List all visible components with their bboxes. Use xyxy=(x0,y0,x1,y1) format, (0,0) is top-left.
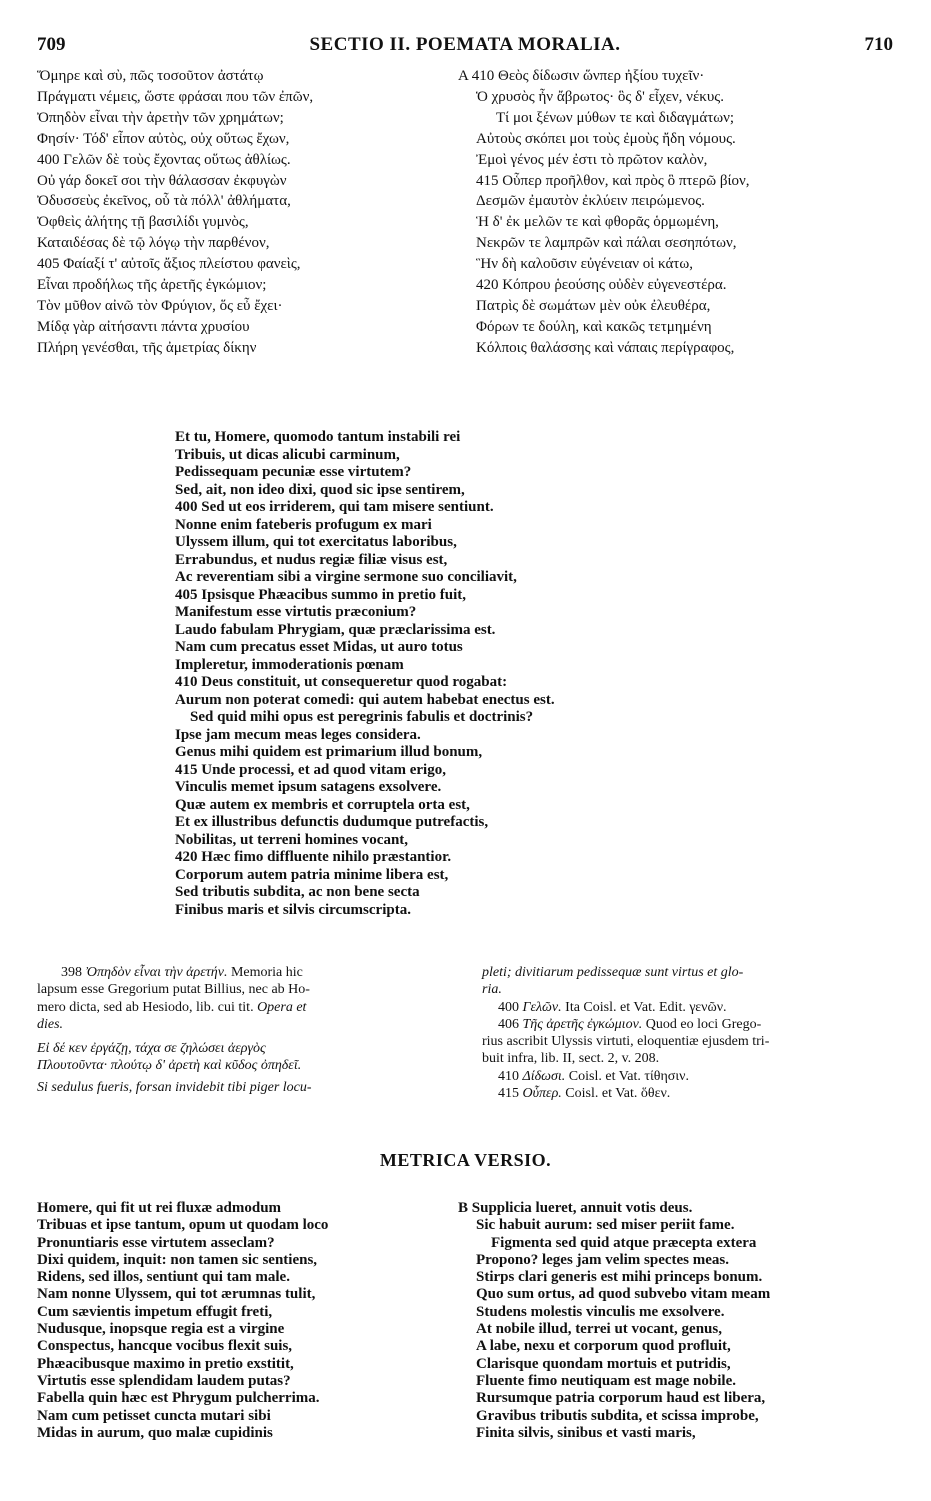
greek-line: Ὁ χρυσὸς ἦν ἄβρωτος· ὃς δ' εἶχεν, νέκυς. xyxy=(476,88,724,105)
greek-line: Αὐτοὺς σκόπει μοι τοὺς ἐμοὺς ἤδη νόμους. xyxy=(476,130,736,147)
greek-line: 400 Γελῶν δὲ τοὺς ἔχοντας οὕτως ἀθλίως. xyxy=(37,151,291,168)
greek-line: Φόρων τε δούλη, καὶ κακῶς τετμημένη xyxy=(476,318,712,335)
footnote-number: 415 xyxy=(498,1086,519,1102)
verse-line: Tribuas et ipse tantum, opum ut quodam loco xyxy=(37,1217,329,1234)
verse-line: Cum sævientis impetum effugit freti, xyxy=(37,1303,273,1320)
verse-line: Stirps clari generis est mihi princeps bonum. xyxy=(476,1269,763,1286)
right-page-number: 710 xyxy=(864,34,893,55)
footnote-line: rius ascribit Ulyssis virtuti, eloquentiæ ejusdem tri- xyxy=(482,1034,770,1050)
verse-line: Dixi quidem, inquit: non tamen sic sentiens, xyxy=(37,1251,318,1268)
verse-line: Midas in aurum, quo malæ cupidinis xyxy=(37,1424,273,1441)
verse-line: Pronuntiaris esse virtutem asseclam? xyxy=(37,1234,275,1251)
work-title: Opera et xyxy=(257,999,307,1015)
greek-line: Πλήρη γενέσθαι, τῆς ἀμετρίας δίκην xyxy=(37,339,257,356)
latin-line: Quæ autem ex membris et corruptela orta est, xyxy=(175,796,470,813)
footnote-lemma: Ὀπηδὸν εἶναι τὴν ἀρετήν. xyxy=(85,965,228,980)
verse-line: Rursumque patria corporum haud est libera, xyxy=(476,1390,766,1407)
verse-line: Quo sum ortus, ad quod subvebo vitam meam xyxy=(476,1286,771,1303)
verse-line: Conspectus, hancque vocibus flexit suis, xyxy=(37,1338,293,1355)
verse-line: Virtutis esse splendidam laudem putas? xyxy=(37,1372,291,1389)
greek-line: A 410 Θεὸς δίδωσιν ὥνπερ ἠξίου τυχεῖν· xyxy=(458,68,705,84)
latin-line: Ac reverentiam sibi a virgine sermone suo conciliavit, xyxy=(175,569,517,585)
greek-line: Ὀπηδὸν εἶναι τὴν ἀρετὴν τῶν χρημάτων; xyxy=(37,109,284,126)
greek-quote-line: Εἰ δέ κεν ἐργάζῃ, τάχα σε ζηλώσει ἀεργὸς xyxy=(37,1041,266,1057)
verse-line: Nudusque, inopsque regia est a virgine xyxy=(37,1321,285,1338)
latin-line: 420 Hæc fimo diffluente nihilo præstantior. xyxy=(175,849,452,865)
latin-line: 415 Unde processi, et ad quod vitam erigo, xyxy=(175,761,446,778)
verse-line: Nam cum petisset cuncta mutari sibi xyxy=(37,1407,271,1424)
latin-line: Genus mihi quidem est primarium illud bonum, xyxy=(175,744,483,760)
greek-line: Φησίν· Τόδ' εἶπον αὐτὸς, οὐχ οὕτως ἔχων, xyxy=(37,130,290,147)
greek-line: Οὐ γάρ δοκεῖ σοι τὴν θάλασσαν ἐκφυγὼν xyxy=(37,172,287,189)
footnote-text: Memoria hic xyxy=(230,965,303,980)
footnote-line: buit infra, lib. II, sect. 2, v. 208. xyxy=(482,1051,660,1067)
section-title: METRICA VERSIO. xyxy=(379,1150,552,1170)
latin-translation xyxy=(175,429,695,919)
greek-text-right xyxy=(458,66,898,359)
greek-line: 420 Κόπρου ῥεούσης οὐδὲν εὐγενεστέρα. xyxy=(476,277,727,294)
verse-line: Ridens, sed illos, sentiunt qui tam male. xyxy=(37,1269,290,1286)
latin-line: Vinculis memet ipsum satagens exsolvere. xyxy=(175,779,442,795)
latin-line: Ipse jam mecum meas leges considera. xyxy=(175,726,421,743)
verse-line: B Supplicia lueret, annuit votis deus. xyxy=(458,1200,693,1216)
latin-quote-line: Si sedulus fueris, forsan invidebit tibi piger locu- xyxy=(37,1079,312,1095)
verse-line: Fluente fimo neutiquam est mage nobile. xyxy=(476,1372,736,1389)
footnote-number: 398 xyxy=(61,965,82,980)
footnote-lemma: Γελῶν. xyxy=(522,999,562,1015)
greek-line: 405 Φαίαξί τ' αὐτοῖς ἄξιος πλείστου φανεὶς, xyxy=(37,256,301,273)
footnote-line: lapsum esse Gregorium putat Billius, nec ab Ho- xyxy=(37,982,310,998)
page-header xyxy=(37,34,893,58)
greek-line: Ὅμηρε καὶ σὺ, πῶς τοσοῦτον ἀστάτῳ xyxy=(37,68,264,84)
footnote-lemma: Οὗπερ. xyxy=(522,1086,562,1102)
verse-line: Finita silvis, sinibus et vasti maris, xyxy=(476,1424,696,1441)
latin-line: 410 Deus constituit, ut consequeretur quod rogabat: xyxy=(175,674,508,690)
latin-line: Corporum autem patria minime libera est, xyxy=(175,866,449,883)
greek-line: Τὸν μῦθον αἰνῶ τὸν Φρύγιον, ὅς εὖ ἔχει· xyxy=(37,297,283,314)
greek-line: 415 Οὗπερ προῆλθον, καὶ πρὸς ὃ πτερῶ βίον, xyxy=(476,172,750,189)
greek-line: Εἶναι προδήλως τῆς ἀρετῆς ἐγκώμιον; xyxy=(37,277,267,294)
footnote-line xyxy=(37,999,457,1016)
greek-line: Μίδᾳ γὰρ αἰτήσαντι πάντα χρυσίου xyxy=(37,318,250,335)
greek-line: Ἡ δ' ἐκ μελῶν τε καὶ φθορᾶς ὁρμωμένη, xyxy=(476,214,719,231)
latin-line: Sed, ait, non ideo dixi, quod sic ipse sentirem, xyxy=(175,481,465,498)
verse-line: Sic habuit aurum: sed miser periit fame. xyxy=(476,1217,735,1234)
latin-line: 405 Ipsisque Phæacibus summo in pretio fuit, xyxy=(175,586,467,603)
greek-line: Πατρὶς δὲ σωμάτων μὲν οὐκ ἐλευθέρα, xyxy=(476,297,711,314)
greek-text-left xyxy=(37,66,457,359)
verse-line: Fabella quin hæc est Phrygum pulcherrima. xyxy=(37,1390,320,1407)
greek-line: Κόλποις θαλάσσης καὶ νάπαις περίγραφος, xyxy=(476,339,735,356)
greek-line: Καταιδέσας δὲ τῷ λόγῳ τὴν παρθένον, xyxy=(37,235,270,252)
greek-line: Δεσμῶν ἐμαυτὸν ἐκλύειν πειρώμενος. xyxy=(476,193,705,210)
verse-line: Nam nonne Ulyssem, qui tot ærumnas tulit, xyxy=(37,1286,316,1303)
footnotes-left xyxy=(37,964,457,1096)
verse-line: Studens molestis vinculis me exsolvere. xyxy=(476,1303,725,1320)
latin-line: Ulyssem illum, qui tot exercitatus laboribus, xyxy=(175,534,457,550)
footnote-line xyxy=(482,1085,902,1102)
running-title: SECTIO II. POEMATA MORALIA. xyxy=(309,34,621,55)
latin-line: 400 Sed ut eos irriderem, qui tam misere sentiunt. xyxy=(175,499,494,515)
footnote-text: Quod eo loci Grego- xyxy=(645,1016,762,1032)
greek-line: Πράγματι νέμεις, ὥστε φράσαι που τῶν ἐπῶν, xyxy=(37,88,314,105)
metrica-right xyxy=(458,1200,898,1442)
greek-line: Ἐμοὶ γένος μέν ἐστι τὸ πρῶτον καλὸν, xyxy=(476,151,708,168)
latin-line: Nobilitas, ut terreni homines vocant, xyxy=(175,831,409,848)
footnote-lemma: Δίδωσι. xyxy=(522,1068,566,1084)
latin-line: Errabundus, et nudus regiæ filiæ visus est, xyxy=(175,551,448,568)
verse-line: At nobile illud, terrei ut vocant, genus, xyxy=(476,1321,722,1338)
latin-line: Nonne enim fateberis profugum ex mari xyxy=(175,516,432,533)
latin-line: Et tu, Homere, quomodo tantum instabili rei xyxy=(175,429,461,445)
footnote-line xyxy=(482,1068,902,1085)
latin-line: Laudo fabulam Phrygiam, quæ præclarissima est. xyxy=(175,621,496,638)
footnote-line: pleti; divitiarum pedissequæ sunt virtus et glo- xyxy=(482,965,744,980)
verse-line: Phæacibusque maximo in pretio exstitit, xyxy=(37,1355,294,1372)
greek-line: Ἣν δὴ καλοῦσιν εὐγένειαν οἱ κάτω, xyxy=(476,256,693,273)
footnotes-right xyxy=(482,964,902,1102)
verse-line: A labe, nexu et corporum quod profluit, xyxy=(476,1338,731,1355)
latin-line: Impleretur, immoderationis pœnam xyxy=(175,656,404,673)
greek-quote-line: Πλουτοῦντα· πλούτῳ δ' ἀρετὴ καὶ κῦδος ὀπηδεῖ. xyxy=(37,1058,302,1074)
greek-line: Νεκρῶν τε λαμπρῶν καὶ πάλαι σεσηπότων, xyxy=(476,235,737,252)
footnote-text: mero dicta, sed ab Hesiodo, lib. cui tit. xyxy=(37,999,254,1015)
latin-line: Et ex illustribus defunctis dudumque putrefactis, xyxy=(175,814,489,830)
footnote-number: 406 xyxy=(498,1016,519,1032)
verse-line: Propono? leges jam velim spectes meas. xyxy=(476,1251,730,1268)
footnote-line xyxy=(482,999,902,1016)
verse-line: Gravibus tributis subdita, et scissa improbe, xyxy=(476,1407,759,1424)
greek-line: Ὀφθεὶς ἀλήτης τῇ βασιλίδι γυμνὸς, xyxy=(37,214,249,231)
footnote-text: Coisl. et Vat. τίθησιν. xyxy=(568,1068,689,1084)
verse-line: Clarisque quondam mortuis et putridis, xyxy=(476,1355,731,1372)
footnote-text: Coisl. et Vat. ὅθεν. xyxy=(565,1086,671,1102)
latin-line: Sed quid mihi opus est peregrinis fabulis et doctrinis? xyxy=(175,709,534,725)
latin-line: Aurum non poterat comedi: qui autem habebat enectus est. xyxy=(175,691,555,708)
verse-line: Homere, qui fit ut rei fluxæ admodum xyxy=(37,1200,282,1216)
latin-line: Nam cum precatus esset Midas, ut auro totus xyxy=(175,639,463,655)
footnote-number: 400 xyxy=(498,999,519,1015)
work-title: dies. xyxy=(37,1016,64,1032)
footnote-line xyxy=(482,1016,902,1033)
latin-line: Manifestum esse virtutis præconium? xyxy=(175,604,417,620)
footnote-lemma: Τῆς ἀρετῆς ἐγκώμιον. xyxy=(522,1016,643,1032)
footnote-line: ria. xyxy=(482,982,502,998)
greek-line: Τί μοι ξένων μύθων τε καὶ διδαγμάτων; xyxy=(496,109,735,126)
left-page-number: 709 xyxy=(37,34,66,55)
footnote-line xyxy=(37,964,457,981)
latin-line: Pedissequam pecuniæ esse virtutem? xyxy=(175,464,412,480)
greek-line: Ὀδυσσεὺς ἐκεῖνος, οὗ τὰ πόλλ' ἀθλήματα, xyxy=(37,193,291,210)
latin-line: Tribuis, ut dicas alicubi carminum, xyxy=(175,446,400,463)
latin-line: Sed tributis subdita, ac non bene secta xyxy=(175,884,420,900)
metrica-left xyxy=(37,1200,457,1442)
latin-line: Finibus maris et silvis circumscripta. xyxy=(175,901,411,918)
verse-line: Figmenta sed quid atque præcepta extera xyxy=(476,1234,757,1251)
footnote-text: Ita Coisl. et Vat. Edit. γενῶν. xyxy=(565,999,727,1015)
footnote-number: 410 xyxy=(498,1068,519,1084)
